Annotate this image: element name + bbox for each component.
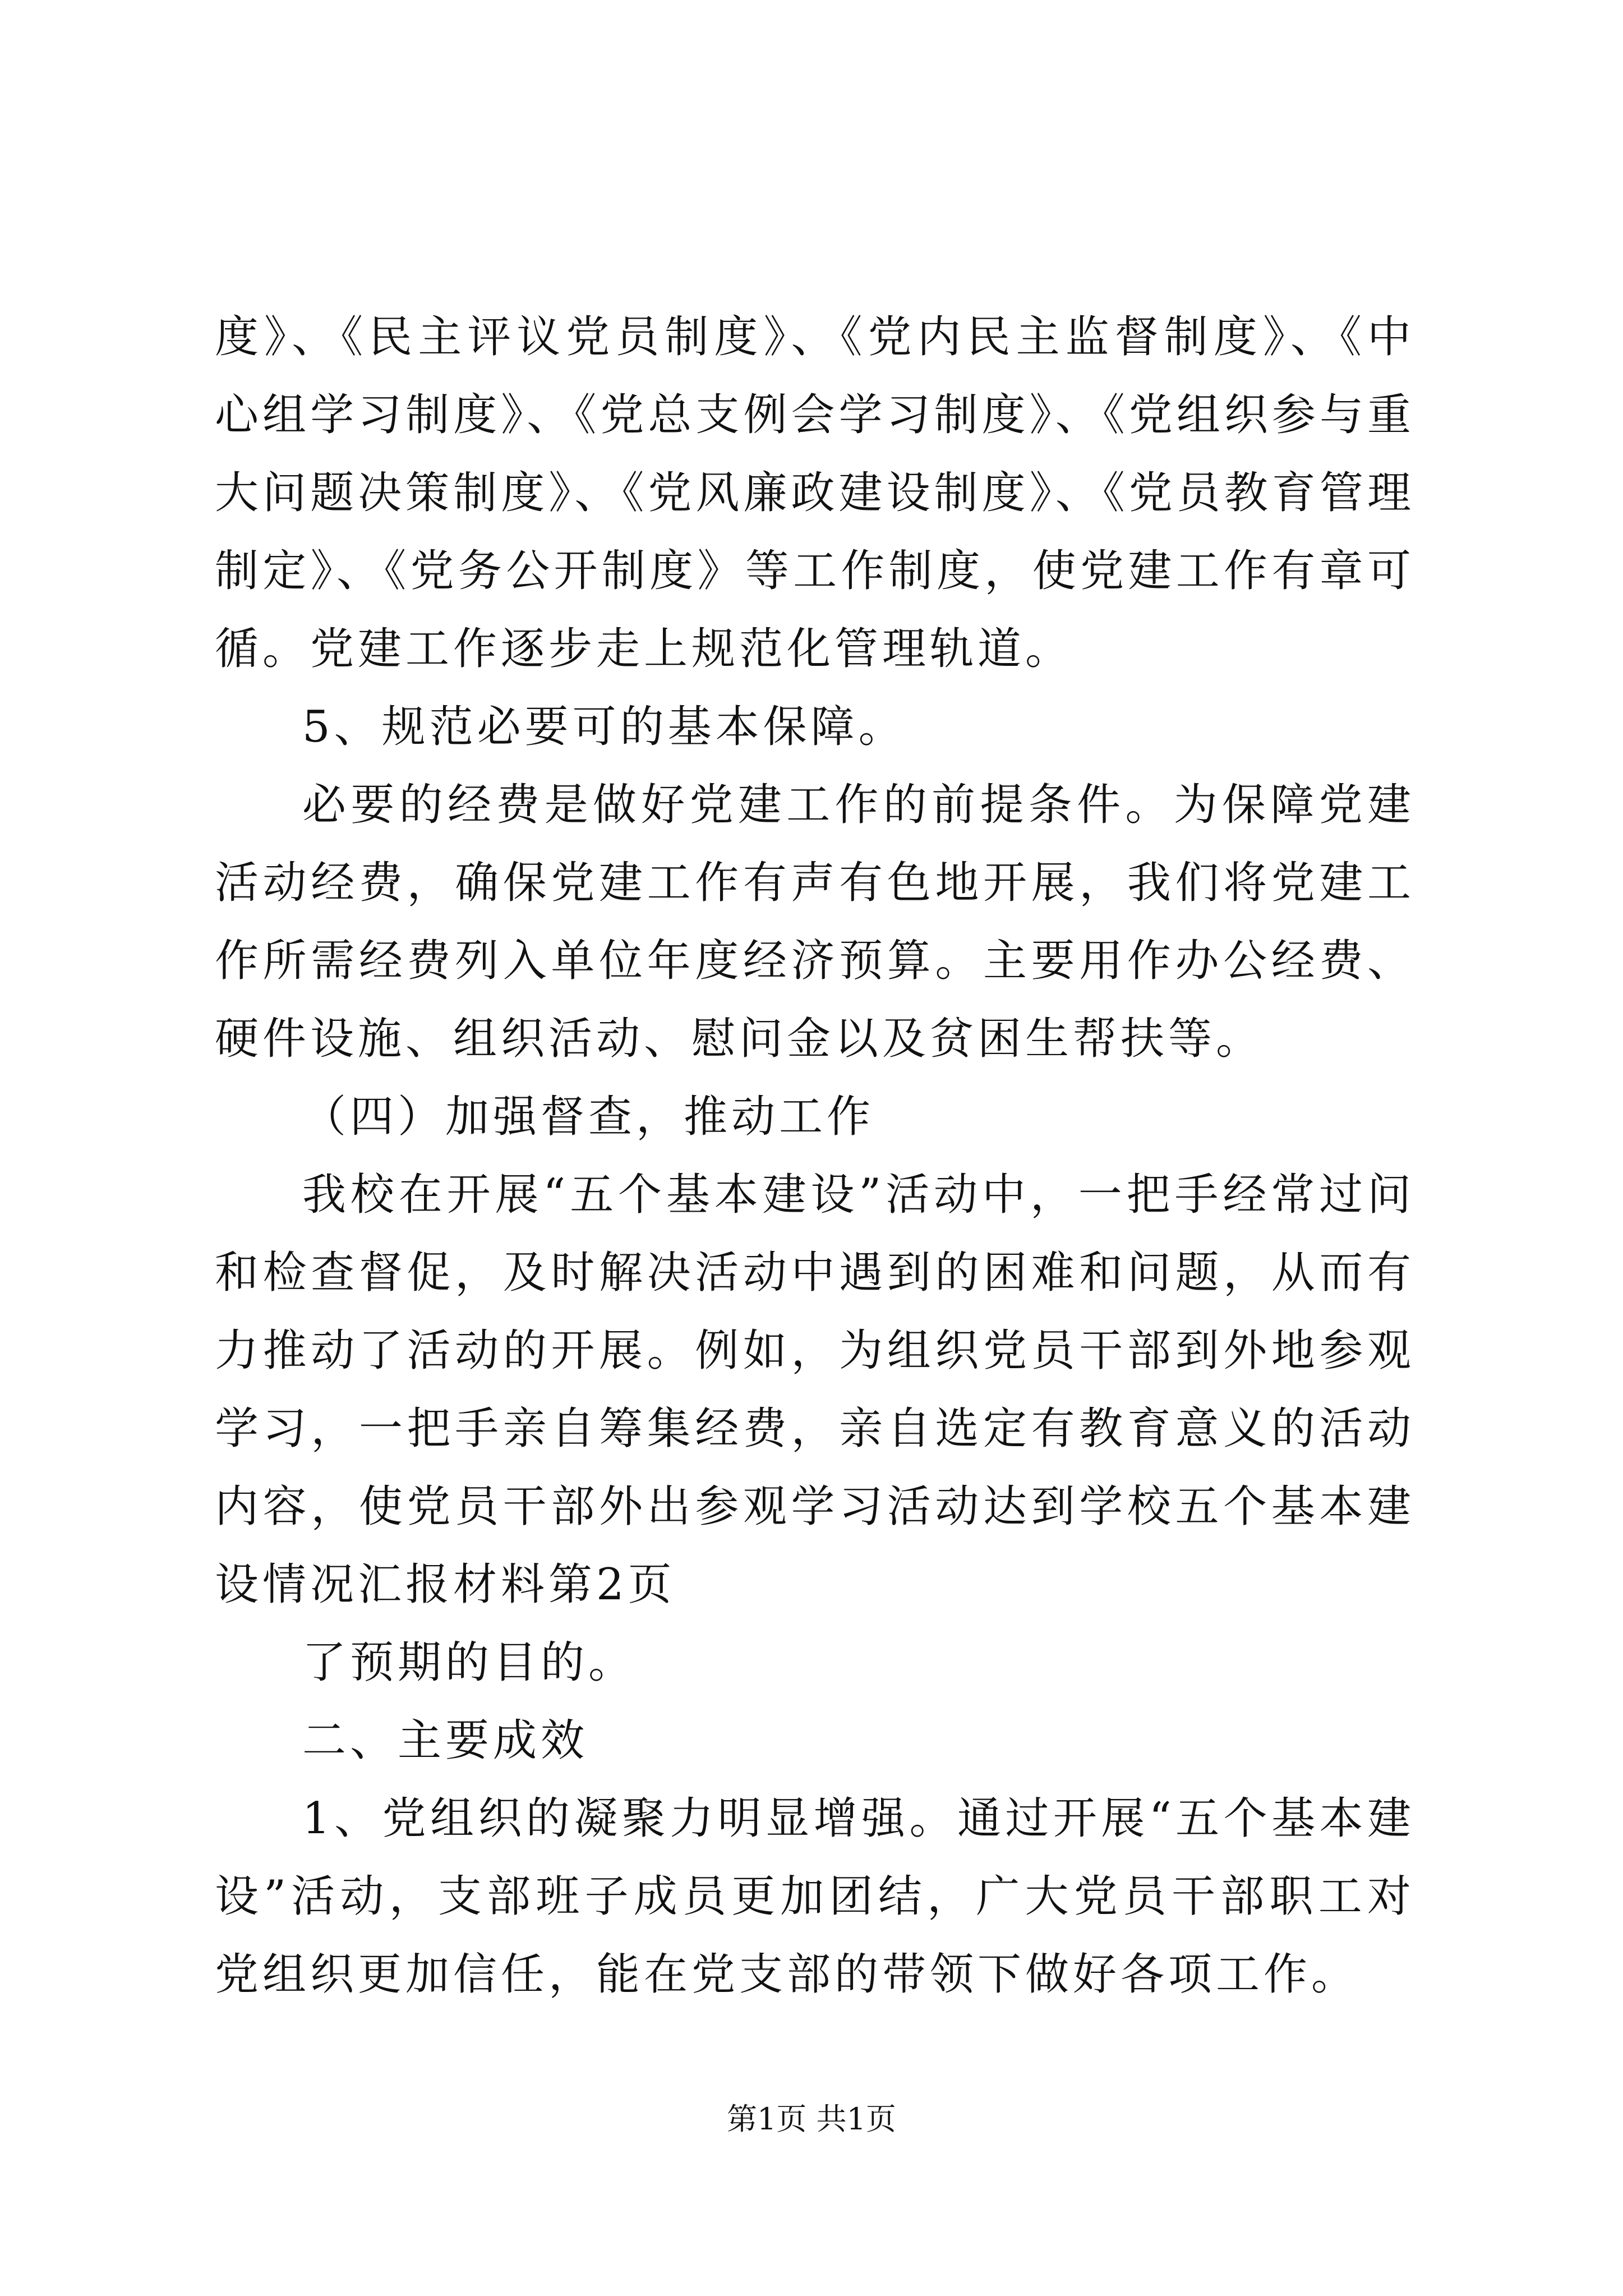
paragraph-heading-results: 二、主要成效 [302, 1715, 589, 1766]
paragraph-cohesion: 1、党组织的凝聚力明显增强。通过开展“五个基本建设”活动，支部班子成员更加团结，广大党员干部职工对党组织更加信任，能在党支部的带领下做好各项工作。 [215, 1793, 1415, 2000]
paragraph-heading-guarantee: 5、规范必要可的基本保障。 [302, 702, 906, 752]
paragraph-regulations: 度》、《民主评议党员制度》、《党内民主监督制度》、《中心组学习制度》、《党总支例会学习制度》、《党组织参与重大问题决策制度》、《党风廉政建设制度》、《党员教育管理制定》、《党务公开制度》等工作制度，使党建工作有章可循。党建工作逐步走上规范化管理轨道。 [215, 312, 1415, 674]
page-footer: 第1页 共1页 [727, 2101, 896, 2137]
paragraph-funding: 必要的经费是做好党建工作的前提条件。为保障党建活动经费，确保党建工作有声有色地开展，我们将党建工作所需经费列入单位年度经济预算。主要用作办公经费、硬件设施、组织活动、慰问金以及贫困生帮扶等。 [215, 780, 1415, 1064]
paragraph-purpose: 了预期的目的。 [302, 1637, 637, 1688]
document-body [215, 298, 1415, 2014]
paragraph-heading-supervision: （四）加强督查，推动工作 [302, 1092, 875, 1142]
paragraph-supervision: 我校在开展“五个基本建设”活动中，一把手经常过问和检查督促，及时解决活动中遇到的困难和问题，从而有力推动了活动的开展。例如，为组织党员干部到外地参观学习，一把手亲自筹集经费，亲自选定有教育意义的活动内容，使党员干部外出参观学习活动达到学校五个基本建设情况汇报材料第2页 [215, 1170, 1415, 1610]
